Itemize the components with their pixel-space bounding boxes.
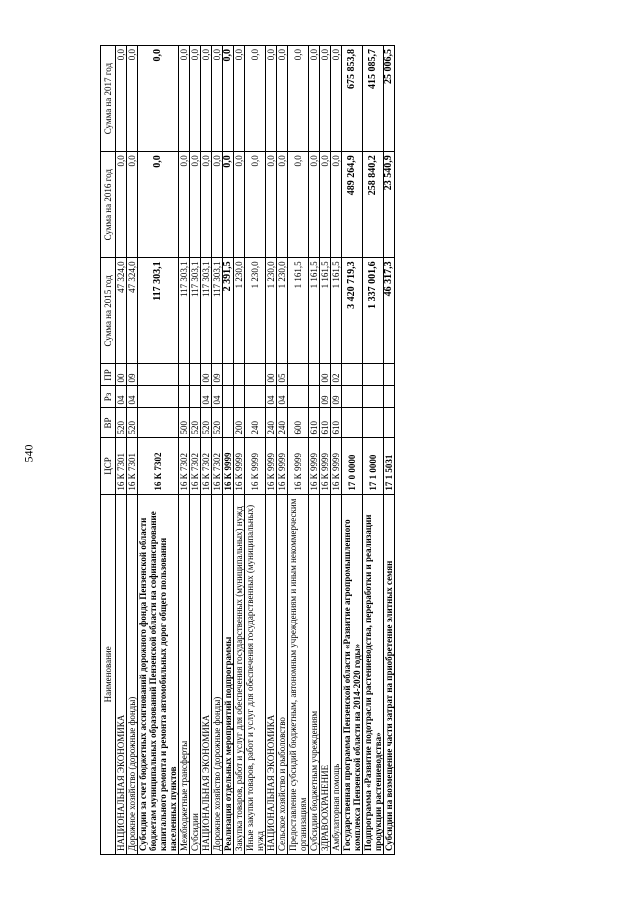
- row-rz: [138, 386, 179, 408]
- row-sum-2016: 0,0: [116, 152, 127, 258]
- row-rz: [223, 386, 234, 408]
- row-pr: [309, 364, 320, 386]
- row-pr: [245, 364, 266, 386]
- row-csr: 16 К 9999: [309, 438, 320, 494]
- table-row: [288, 46, 309, 855]
- table-row: [190, 46, 201, 855]
- row-rz: 04: [266, 386, 277, 408]
- row-sum-2015: 117 303,1: [201, 258, 212, 364]
- row-sum-2015: 117 303,1: [212, 258, 223, 364]
- row-pr: 09: [212, 364, 223, 386]
- row-sum-2015: 1 230,0: [266, 258, 277, 364]
- row-vr: 520: [116, 408, 127, 438]
- budget-sheet: [100, 45, 635, 855]
- header-name: Наименование: [101, 494, 116, 854]
- row-sum-2017: 0,0: [234, 46, 245, 152]
- row-sum-2016: 0,0: [201, 152, 212, 258]
- row-name: Межбюджетные трансферты: [179, 494, 190, 854]
- table-row: [320, 46, 331, 855]
- row-sum-2015: 1 161,5: [288, 258, 309, 364]
- row-name: ЗДРАВООХРАНЕНИЕ: [320, 494, 331, 854]
- row-sum-2016: 0,0: [190, 152, 201, 258]
- row-csr: 17 1 5031: [384, 438, 395, 494]
- row-sum-2017: 675 853,8: [342, 46, 363, 152]
- row-name: Дорожное хозяйство (дорожные фонды): [127, 494, 138, 854]
- row-rz: [190, 386, 201, 408]
- row-sum-2017: 0,0: [190, 46, 201, 152]
- row-sum-2016: 0,0: [320, 152, 331, 258]
- row-vr: 200: [234, 408, 245, 438]
- row-name: НАЦИОНАЛЬНАЯ ЭКОНОМИКА: [201, 494, 212, 854]
- row-name: Субсидии бюджетным учреждениям: [309, 494, 320, 854]
- table-row: [234, 46, 245, 855]
- table-row: [363, 46, 384, 855]
- row-sum-2017: 0,0: [245, 46, 266, 152]
- row-csr: 16 К 7302: [201, 438, 212, 494]
- row-sum-2015: 3 420 719,3: [342, 258, 363, 364]
- row-pr: [363, 364, 384, 386]
- row-sum-2015: 117 303,1: [179, 258, 190, 364]
- row-vr: 500: [179, 408, 190, 438]
- row-sum-2017: 0,0: [277, 46, 288, 152]
- table-row: [223, 46, 234, 855]
- row-sum-2016: 0,0: [234, 152, 245, 258]
- table-row: [277, 46, 288, 855]
- table-row: [179, 46, 190, 855]
- row-pr: [190, 364, 201, 386]
- row-sum-2016: 23 540,9: [384, 152, 395, 258]
- row-csr: 16 К 9999: [331, 438, 342, 494]
- row-sum-2017: 0,0: [179, 46, 190, 152]
- header-sum-2016: Сумма на 2016 год: [101, 152, 116, 258]
- row-sum-2016: 0,0: [266, 152, 277, 258]
- row-rz: [179, 386, 190, 408]
- row-csr: 16 К 9999: [266, 438, 277, 494]
- row-sum-2017: 25 006,5: [384, 46, 395, 152]
- row-rz: [363, 386, 384, 408]
- row-name: Субсидии: [190, 494, 201, 854]
- row-csr: 17 1 0000: [363, 438, 384, 494]
- row-name: Иные закупки товаров, работ и услуг для обеспечения государственных (муниципальных) нужд: [245, 494, 266, 854]
- row-vr: 600: [288, 408, 309, 438]
- row-sum-2015: 46 317,3: [384, 258, 395, 364]
- row-csr: 16 К 9999: [234, 438, 245, 494]
- row-sum-2017: 0,0: [201, 46, 212, 152]
- row-csr: 16 К 9999: [223, 438, 234, 494]
- row-pr: 00: [116, 364, 127, 386]
- row-pr: 09: [127, 364, 138, 386]
- row-vr: 520: [201, 408, 212, 438]
- row-name: Закупка товаров, работ и услуг для обеспечения государственных (муниципальных) нужд: [234, 494, 245, 854]
- row-sum-2017: 0,0: [138, 46, 179, 152]
- row-sum-2017: 0,0: [223, 46, 234, 152]
- row-rz: 04: [277, 386, 288, 408]
- row-pr: [138, 364, 179, 386]
- row-rz: [288, 386, 309, 408]
- table-row: [342, 46, 363, 855]
- row-rz: 09: [331, 386, 342, 408]
- page-number: 540: [21, 444, 36, 463]
- row-sum-2016: 0,0: [309, 152, 320, 258]
- row-sum-2016: 0,0: [138, 152, 179, 258]
- header-sum-2015: Сумма на 2015 год: [101, 258, 116, 364]
- row-sum-2016: 0,0: [245, 152, 266, 258]
- row-sum-2016: 0,0: [179, 152, 190, 258]
- row-vr: 520: [212, 408, 223, 438]
- row-name: Субсидии на возмещение части затрат на приобретение элитных семян: [384, 494, 395, 854]
- row-sum-2016: 0,0: [212, 152, 223, 258]
- row-rz: [384, 386, 395, 408]
- row-sum-2016: 0,0: [277, 152, 288, 258]
- row-sum-2015: 47 324,0: [116, 258, 127, 364]
- row-vr: [363, 408, 384, 438]
- row-sum-2016: 0,0: [331, 152, 342, 258]
- table-row: [245, 46, 266, 855]
- row-rz: 04: [116, 386, 127, 408]
- row-sum-2015: 117 303,1: [138, 258, 179, 364]
- row-sum-2017: 415 085,7: [363, 46, 384, 152]
- row-sum-2017: 0,0: [288, 46, 309, 152]
- row-name: Государственная программа Пензенской области «Развитие агропромышленного комплекса Пензенской области на 2014-2020 годы»: [342, 494, 363, 854]
- row-name: Подпрограмма «Развитие подотрасли растениеводства, переработки и реализации продукции растениеводства»: [363, 494, 384, 854]
- table-row: [331, 46, 342, 855]
- row-vr: 240: [277, 408, 288, 438]
- row-sum-2017: 0,0: [266, 46, 277, 152]
- row-sum-2015: 117 303,1: [190, 258, 201, 364]
- row-vr: 610: [331, 408, 342, 438]
- row-name: Реализация отдельных мероприятий подпрограммы: [223, 494, 234, 854]
- row-sum-2017: 0,0: [212, 46, 223, 152]
- row-name: Амбулаторная помощь: [331, 494, 342, 854]
- row-sum-2017: 0,0: [320, 46, 331, 152]
- row-pr: [342, 364, 363, 386]
- row-vr: 520: [190, 408, 201, 438]
- row-vr: 610: [320, 408, 331, 438]
- row-sum-2016: 0,0: [127, 152, 138, 258]
- row-vr: 240: [266, 408, 277, 438]
- table-row: [384, 46, 395, 855]
- row-rz: 04: [201, 386, 212, 408]
- row-name: Субсидии за счет бюджетных ассигнований дорожного фонда Пензенской области бюджетам муниципальных образований Пензенской области на софинансирование капитального ремонта и ремонта автомобильных дорог общего пользования населенных пунктов: [138, 494, 179, 854]
- row-vr: 520: [127, 408, 138, 438]
- table-header-row: [101, 46, 116, 855]
- row-name: НАЦИОНАЛЬНАЯ ЭКОНОМИКА: [266, 494, 277, 854]
- row-vr: [138, 408, 179, 438]
- row-vr: 610: [309, 408, 320, 438]
- row-pr: 05: [277, 364, 288, 386]
- row-rz: [342, 386, 363, 408]
- row-csr: 16 К 7302: [179, 438, 190, 494]
- header-csr: ЦСР: [101, 438, 116, 494]
- row-pr: 00: [201, 364, 212, 386]
- row-pr: [288, 364, 309, 386]
- row-sum-2017: 0,0: [127, 46, 138, 152]
- row-csr: 16 К 7302: [212, 438, 223, 494]
- row-csr: 16 К 9999: [320, 438, 331, 494]
- table-row: [201, 46, 212, 855]
- row-sum-2015: 1 230,0: [277, 258, 288, 364]
- row-csr: 16 К 7301: [127, 438, 138, 494]
- row-sum-2015: 1 230,0: [245, 258, 266, 364]
- row-sum-2016: 0,0: [288, 152, 309, 258]
- row-csr: 16 К 7302: [138, 438, 179, 494]
- table-row: [212, 46, 223, 855]
- row-rz: 04: [127, 386, 138, 408]
- row-rz: [234, 386, 245, 408]
- row-rz: [245, 386, 266, 408]
- row-pr: 00: [320, 364, 331, 386]
- rotated-table-wrapper: [100, 45, 635, 855]
- header-pr: ПР: [101, 364, 116, 386]
- row-rz: [309, 386, 320, 408]
- row-pr: [179, 364, 190, 386]
- row-sum-2016: 258 840,2: [363, 152, 384, 258]
- row-sum-2016: 0,0: [223, 152, 234, 258]
- table-row: [138, 46, 179, 855]
- row-name: Предоставление субсидий бюджетным, автономным учреждениям и иным некоммерческим организациям: [288, 494, 309, 854]
- row-sum-2015: 1 230,0: [234, 258, 245, 364]
- row-vr: 240: [245, 408, 266, 438]
- row-sum-2015: 1 161,5: [309, 258, 320, 364]
- table-row: [309, 46, 320, 855]
- row-sum-2017: 0,0: [309, 46, 320, 152]
- table-row: [266, 46, 277, 855]
- row-pr: [384, 364, 395, 386]
- row-vr: [223, 408, 234, 438]
- row-csr: 16 К 9999: [245, 438, 266, 494]
- row-sum-2015: 1 161,5: [320, 258, 331, 364]
- header-rz: Рз: [101, 386, 116, 408]
- row-sum-2015: 47 324,0: [127, 258, 138, 364]
- row-pr: 02: [331, 364, 342, 386]
- table-row: [127, 46, 138, 855]
- row-csr: 16 К 9999: [288, 438, 309, 494]
- row-sum-2017: 0,0: [116, 46, 127, 152]
- row-vr: [342, 408, 363, 438]
- row-sum-2015: 2 391,5: [223, 258, 234, 364]
- row-rz: 04: [212, 386, 223, 408]
- row-pr: 00: [266, 364, 277, 386]
- row-vr: [384, 408, 395, 438]
- table-body: [116, 46, 395, 855]
- row-rz: 09: [320, 386, 331, 408]
- row-pr: [234, 364, 245, 386]
- row-pr: [223, 364, 234, 386]
- header-sum-2017: Сумма на 2017 год: [101, 46, 116, 152]
- row-name: Сельское хозяйство и рыболовство: [277, 494, 288, 854]
- row-csr: 16 К 9999: [277, 438, 288, 494]
- row-name: Дорожное хозяйство (дорожные фонды): [212, 494, 223, 854]
- budget-table: [100, 45, 395, 855]
- header-vr: ВР: [101, 408, 116, 438]
- row-csr: 17 0 0000: [342, 438, 363, 494]
- row-sum-2016: 489 264,9: [342, 152, 363, 258]
- row-sum-2017: 0,0: [331, 46, 342, 152]
- row-sum-2015: 1 337 001,6: [363, 258, 384, 364]
- row-sum-2015: 1 161,5: [331, 258, 342, 364]
- table-row: [116, 46, 127, 855]
- row-name: НАЦИОНАЛЬНАЯ ЭКОНОМИКА: [116, 494, 127, 854]
- row-csr: 16 К 7301: [116, 438, 127, 494]
- row-csr: 16 К 7302: [190, 438, 201, 494]
